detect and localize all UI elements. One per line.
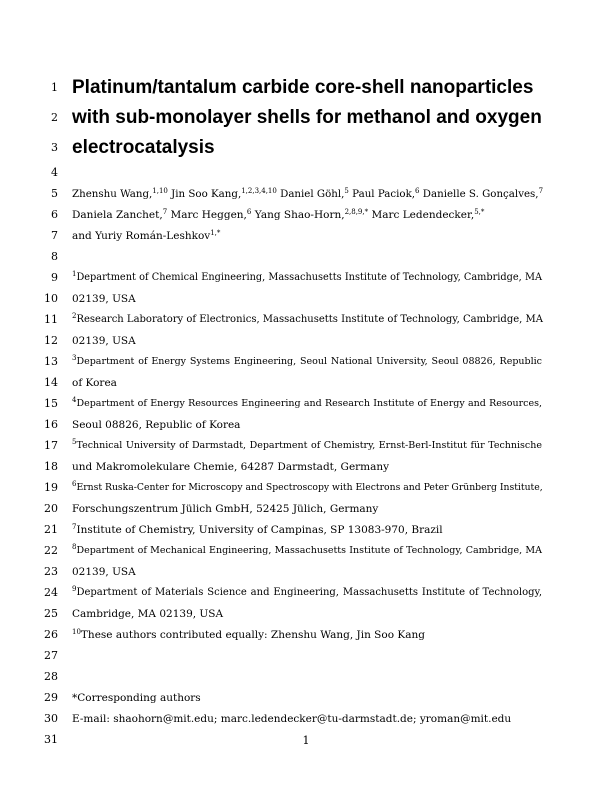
line-number: 21 <box>44 523 58 536</box>
line-number: 12 <box>44 334 58 347</box>
line-number: 3 <box>51 141 58 154</box>
affiliation-line: 02139, USA <box>72 335 136 347</box>
line-number: 27 <box>44 649 58 662</box>
line-number: 23 <box>44 565 58 578</box>
author-affiliation-mark: 7 <box>162 208 168 216</box>
author-affiliation-mark: 6 <box>415 187 420 195</box>
affiliation-line <box>72 544 542 558</box>
author-name: Marc Ledendecker, <box>368 209 475 221</box>
author-name: Daniel Göhl, <box>276 188 345 200</box>
affiliation-line: Cambridge, MA 02139, USA <box>72 608 224 620</box>
line-number: 31 <box>44 733 58 746</box>
line-number: 26 <box>44 628 58 641</box>
author-affiliation-mark: 7 <box>538 187 544 195</box>
affiliation-number: 10 <box>72 628 81 636</box>
author-affiliation-mark: 1,* <box>210 229 221 237</box>
line-number: 30 <box>44 712 58 725</box>
affiliation-line <box>72 313 542 327</box>
affiliation-text: Department of Energy Resources Engineering and Research Institute of Energy and Resources, <box>76 398 542 409</box>
line-number: 25 <box>44 607 58 620</box>
title-line: Platinum/tantalum carbide core-shell nanoparticles <box>72 77 534 98</box>
affiliation-line: und Makromolekulare Chemie, 64287 Darmstadt, Germany <box>72 461 390 473</box>
affiliation-text: Research Laboratory of Electronics, Massachusetts Institute of Technology, Cambridge, MA <box>76 314 543 325</box>
author-line <box>72 187 542 201</box>
affiliation-line <box>72 481 542 495</box>
line-number: 4 <box>51 166 58 179</box>
author-affiliation-mark: 5 <box>344 187 349 195</box>
line-number: 8 <box>51 250 58 263</box>
affiliation-line <box>72 439 542 453</box>
author-affiliation-mark: 5,* <box>474 208 485 216</box>
affiliation-number: 3 <box>72 354 77 362</box>
affiliation-line: Forschungszentrum Jülich GmbH, 52425 Jülich, Germany <box>72 503 379 515</box>
line-number: 14 <box>44 376 58 389</box>
author-affiliation-mark: 2,8,9,* <box>344 208 369 216</box>
affiliation-number: 4 <box>72 396 77 404</box>
page-number: 1 <box>302 734 310 747</box>
line-number: 5 <box>51 187 58 200</box>
affiliation-number: 8 <box>72 543 77 551</box>
affiliation-line <box>72 397 542 411</box>
author-affiliation-mark: 1,2,3,4,10 <box>241 187 277 195</box>
line-number: 1 <box>51 81 58 94</box>
affiliation-text: Institute of Chemistry, University of Campinas, SP 13083-970, Brazil <box>76 524 443 536</box>
author-name: Zhenshu Wang, <box>72 188 153 200</box>
title-line: electrocatalysis <box>72 137 215 158</box>
author-name: and Yuriy Román-Leshkov <box>72 230 211 242</box>
affiliation-line <box>72 628 542 642</box>
affiliation-line: 02139, USA <box>72 566 136 578</box>
line-number: 7 <box>51 229 58 242</box>
email-line: E-mail: shaohorn@mit.edu; marc.ledendecker@tu-darmstadt.de; yroman@mit.edu <box>72 713 512 725</box>
line-number: 6 <box>51 208 58 221</box>
affiliation-line <box>72 355 542 369</box>
affiliation-text: These authors contributed equally: Zhenshu Wang, Jin Soo Kang <box>80 629 425 641</box>
line-number: 10 <box>44 292 58 305</box>
line-number: 16 <box>44 418 58 431</box>
author-affiliation-mark: 1,10 <box>152 187 168 195</box>
author-line <box>72 229 542 243</box>
line-number: 13 <box>44 355 58 368</box>
author-name: Daniela Zanchet, <box>72 209 163 221</box>
author-name: Marc Heggen, <box>167 209 247 221</box>
affiliation-text: Ernst Ruska-Center for Microscopy and Spectroscopy with Electrons and Peter Grünberg Institute, <box>76 482 543 493</box>
author-name: Yang Shao-Horn, <box>251 209 345 221</box>
title-line: with sub-monolayer shells for methanol and oxygen <box>72 107 542 128</box>
affiliation-number: 6 <box>72 480 77 488</box>
affiliation-text: Department of Chemical Engineering, Massachusetts Institute of Technology, Cambridge, MA <box>76 272 542 283</box>
author-affiliation-mark: 6 <box>246 208 252 216</box>
affiliation-line <box>72 586 542 600</box>
affiliation-number: 5 <box>72 438 77 446</box>
author-name: Jin Soo Kang, <box>167 188 242 200</box>
affiliation-text: Technical University of Darmstadt, Department of Chemistry, Ernst-Berl-Institut für Technische <box>76 440 542 451</box>
affiliation-text: Department of Materials Science and Engineering, Massachusetts Institute of Technology, <box>76 587 542 598</box>
affiliation-text: Department of Energy Systems Engineering, Seoul National University, Seoul 08826, Republic <box>76 356 542 367</box>
affiliation-line: 02139, USA <box>72 293 136 305</box>
line-number: 22 <box>44 544 58 557</box>
author-line <box>72 208 542 222</box>
line-number: 2 <box>51 111 58 124</box>
affiliation-number: 7 <box>72 523 77 531</box>
line-number: 9 <box>51 271 58 284</box>
author-name: Paul Paciok, <box>348 188 416 200</box>
line-number: 20 <box>44 502 58 515</box>
line-number: 28 <box>44 670 58 683</box>
affiliation-line: Seoul 08826, Republic of Korea <box>72 419 241 431</box>
corresponding-label: *Corresponding authors <box>72 692 201 704</box>
affiliation-line <box>72 271 542 285</box>
line-number: 17 <box>44 439 58 452</box>
line-number: 18 <box>44 460 58 473</box>
line-number: 11 <box>44 313 58 326</box>
line-number: 24 <box>44 586 58 599</box>
line-number: 29 <box>44 691 58 704</box>
affiliation-number: 1 <box>72 270 77 278</box>
affiliation-text: Department of Mechanical Engineering, Massachusetts Institute of Technology, Cambridge, MA <box>76 545 542 556</box>
affiliation-number: 2 <box>72 312 77 320</box>
affiliation-line: of Korea <box>72 377 117 389</box>
affiliation-number: 9 <box>72 585 77 593</box>
line-number: 15 <box>44 397 58 410</box>
author-name: Danielle S. Gonçalves, <box>419 188 539 200</box>
affiliation-line <box>72 523 542 537</box>
line-number: 19 <box>44 481 58 494</box>
